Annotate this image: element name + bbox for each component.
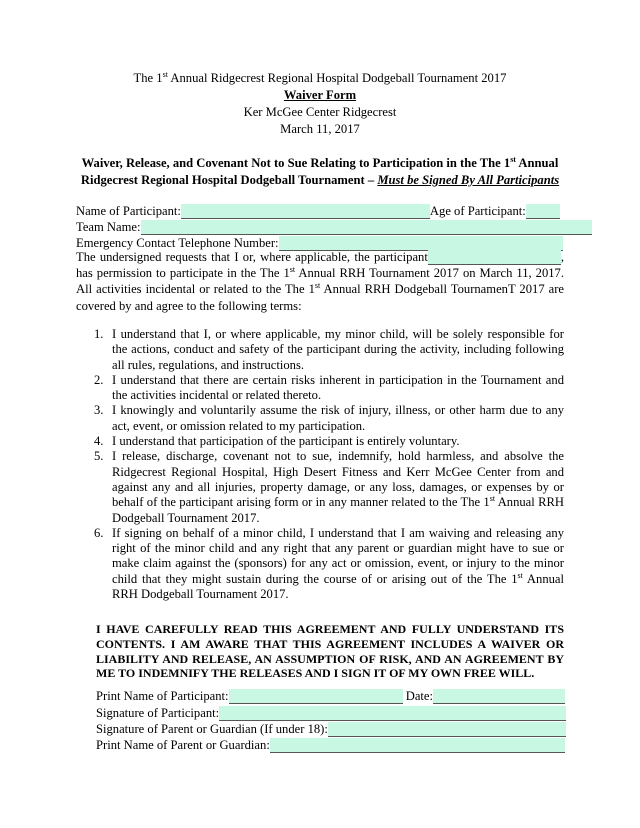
participant-name-row — [76, 204, 560, 219]
signature-requirement: Must be Signed By All Participants — [377, 173, 560, 187]
team-name-row — [76, 220, 592, 235]
guardian-signature-field[interactable] — [328, 722, 566, 737]
term-item: I understand that participation of the participant is entirely voluntary. — [112, 434, 460, 449]
term-item: If signing on behalf of a minor child, I understand that I am waiving and releasing any right of the minor child and any right that any parent or guardian might have to sue or make claim against the (sponsors) for any act or omission, event, or injury to the minor child that they might sustain during the course of or arising out of the The 1st Annual RRH Dodgeball Tournament 2017. — [112, 525, 564, 602]
date-field[interactable] — [433, 689, 565, 704]
age-label: Age of Participant: — [429, 204, 526, 218]
guardian-name-row — [96, 738, 565, 753]
tournament-title: The 1st Annual Ridgecrest Regional Hospital Dodgeball Tournament 2017 — [133, 70, 507, 85]
terms-list — [76, 327, 564, 602]
date-label: Date: — [405, 689, 433, 703]
term-item: I understand that there are certain risks inherent in participation in the Tournament and the activities incidental or related thereto. — [112, 372, 564, 403]
form-title: Waiver Form — [283, 88, 357, 102]
document-header — [0, 70, 640, 138]
emergency-contact-label: Emergency Contact Telephone Number: — [76, 236, 279, 250]
event-date: March 11, 2017 — [280, 122, 360, 136]
intro-paragraph: The undersigned requests that I or, where applicable, the participant , has permission to participate in the The 1st Annual RRH Tournament 2017 on March 11, 2017. All activities incidental or related to the The 1st Annual RRH Dodgeball TournamenT 2017 are covered by and agree to the following terms: — [76, 250, 565, 313]
term-item: I understand that I, or where applicable, my minor child, will be solely responsible for the actions, conduct and safety of the participant during the activity, including following all rules, regulations, and instructions. — [112, 327, 564, 372]
participant-signature-row — [96, 706, 566, 721]
waiver-heading: Waiver, Release, and Covenant Not to Sue Relating to Participation in the The 1st Annual Ridgecrest Regional Hospital Dodgeball Tournament – Must be Signed By All Participants — [80, 155, 560, 187]
participant-signature-field[interactable] — [219, 706, 566, 721]
print-name-field[interactable] — [229, 689, 403, 704]
acknowledgement-statement: I HAVE CAREFULLY READ THIS AGREEMENT AND FULLY UNDERSTAND ITS CONTENTS. I AM AWARE THAT THIS AGREEMENT INCLUDES A WAIVER OR LIABILITY AND RELEASE, AN ASSUMPTION OF RISK, AND AN AGREEMENT BY ME TO INDEMNIFY THE RELEASES AND I SIGN IT OF MY OWN FREE WILL. — [96, 622, 564, 681]
venue: Ker McGee Center Ridgecrest — [243, 105, 397, 119]
participant-name-field[interactable] — [181, 204, 430, 219]
term-item: I release, discharge, covenant not to sue, indemnify, hold harmless, and absolve the Ridgecrest Regional Hospital, High Desert Fitness and Kerr McGee Center from and against any and all injuries, property damage, or any loss, damages, or expenses by or behalf of the participant arising form or in any manner related to the The 1st Annual RRH Dodgeball Tournament 2017. — [112, 449, 564, 525]
team-name-field[interactable] — [141, 220, 592, 235]
participant-inline-field[interactable] — [428, 250, 561, 265]
guardian-signature-label: Signature of Parent or Guardian (If under 18): — [96, 722, 328, 736]
print-name-row — [96, 689, 565, 704]
participant-signature-label: Signature of Participant: — [96, 706, 220, 720]
team-name-label: Team Name: — [76, 220, 141, 234]
age-field[interactable] — [526, 204, 560, 219]
participant-name-label: Name of Participant: — [76, 204, 181, 218]
guardian-signature-row — [96, 722, 566, 737]
print-name-label: Print Name of Participant: — [96, 689, 229, 703]
term-item: I knowingly and voluntarily assume the risk of injury, illness, or other harm due to any act, event, or omission related to my participation. — [112, 403, 564, 433]
guardian-name-label: Print Name of Parent or Guardian: — [96, 738, 270, 752]
guardian-name-field[interactable] — [270, 738, 565, 753]
